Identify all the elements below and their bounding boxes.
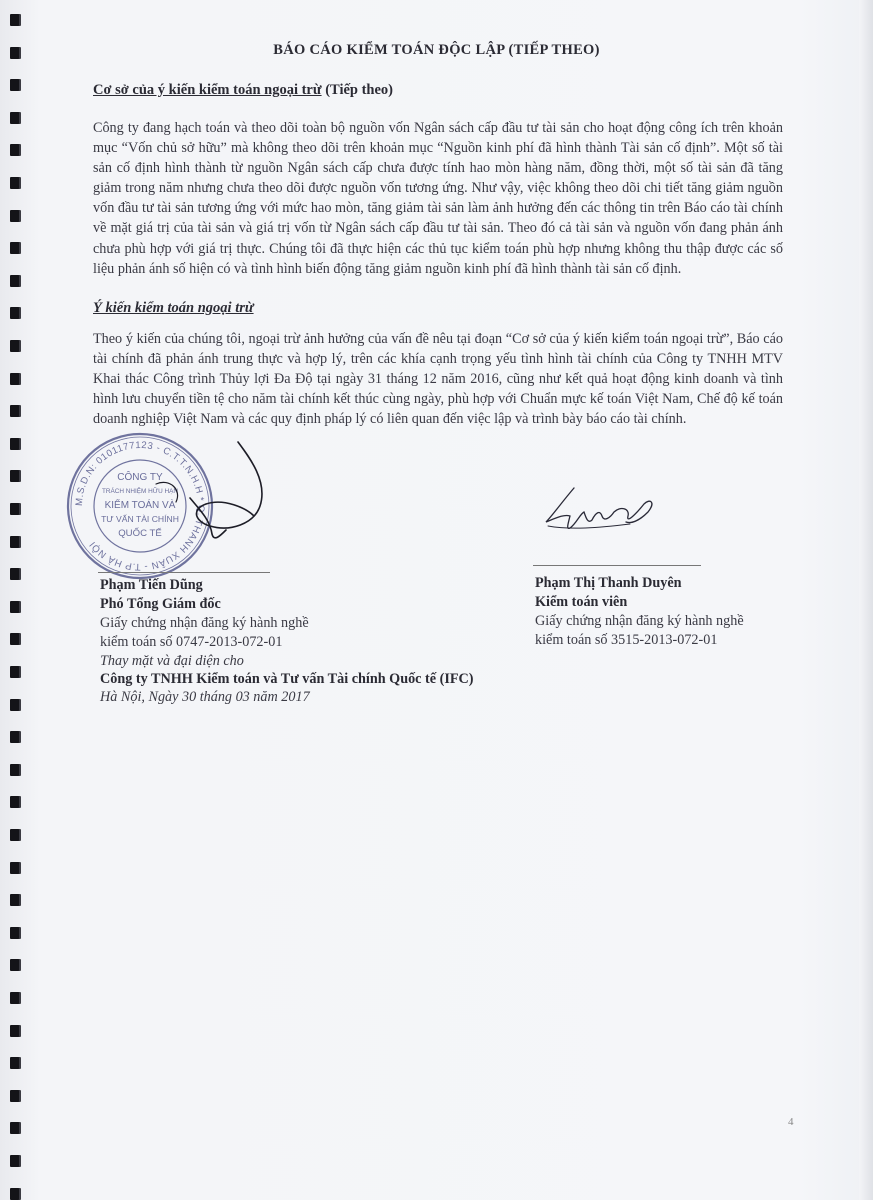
binding-hole: [10, 112, 19, 124]
section-heading-opinion: Ý kiến kiểm toán ngoại trừ: [93, 300, 254, 316]
binding-hole: [10, 340, 19, 352]
binding-hole: [10, 1122, 19, 1134]
binding-hole: [10, 144, 19, 156]
binding-hole: [10, 536, 19, 548]
binding-hole: [10, 405, 19, 417]
signer-right-cert-line2: kiểm toán số 3515-2013-072-01: [535, 632, 718, 648]
signer-left-position: Phó Tổng Giám đốc: [100, 596, 221, 612]
seal-line-5: QUỐC TẾ: [118, 528, 162, 539]
binding-hole: [10, 275, 19, 287]
document-title: BÁO CÁO KIỂM TOÁN ĐỘC LẬP (TIẾP THEO): [273, 42, 600, 58]
binding-hole: [10, 894, 19, 906]
binding-hole: [10, 992, 19, 1004]
binding-hole: [10, 1090, 19, 1102]
section-heading-basis: [93, 82, 393, 99]
spiral-binding: [0, 0, 30, 1200]
signer-right-position: Kiểm toán viên: [535, 594, 628, 610]
binding-hole: [10, 764, 19, 776]
binding-hole: [10, 927, 19, 939]
binding-hole: [10, 1188, 19, 1200]
signature-right: [540, 484, 670, 544]
section-heading-basis-suffix: (Tiếp theo): [321, 82, 394, 98]
binding-hole: [10, 829, 19, 841]
binding-hole: [10, 177, 19, 189]
binding-hole: [10, 210, 19, 222]
seal-line-2: TRÁCH NHIỆM HỮU HẠN: [101, 488, 179, 495]
binding-hole: [10, 731, 19, 743]
binding-hole: [10, 796, 19, 808]
company-name: Công ty TNHH Kiểm toán và Tư vấn Tài chính Quốc tế (IFC): [100, 671, 474, 687]
binding-hole: [10, 373, 19, 385]
binding-hole: [10, 633, 19, 645]
section-heading-basis-text: Cơ sở của ý kiến kiểm toán ngoại trừ: [93, 82, 322, 98]
binding-hole: [10, 601, 19, 613]
binding-hole: [10, 79, 19, 91]
seal-line-1: CÔNG TY: [117, 472, 163, 483]
page-edge-shadow: [859, 0, 873, 1200]
binding-hole: [10, 470, 19, 482]
binding-hole: [10, 242, 19, 254]
on-behalf-text: Thay mặt và đại diện cho: [100, 653, 244, 669]
binding-hole: [10, 862, 19, 874]
binding-hole: [10, 666, 19, 678]
page-number: 4: [788, 1116, 794, 1128]
signer-left-name: Phạm Tiến Dũng: [100, 577, 203, 593]
seal-line-4: TƯ VẤN TÀI CHÍNH: [101, 514, 179, 524]
binding-hole: [10, 568, 19, 580]
seal-ring-text: M.S.D.N: 0101177123 - C.T.T.N.H.H * Q. THANH XUÂN - T.P HÀ NỘI: [73, 439, 207, 573]
signer-left-cert-line2: kiểm toán số 0747-2013-072-01: [100, 634, 283, 650]
binding-hole: [10, 959, 19, 971]
binding-hole: [10, 1057, 19, 1069]
signature-line-left: [98, 572, 270, 573]
binding-hole: [10, 1155, 19, 1167]
signature-left: [150, 438, 290, 548]
signer-right-cert-line1: Giấy chứng nhận đăng ký hành nghề: [535, 613, 744, 629]
binding-hole: [10, 503, 19, 515]
binding-hole: [10, 14, 19, 26]
binding-hole: [10, 438, 19, 450]
opinion-paragraph: Theo ý kiến của chúng tôi, ngoại trừ ảnh hưởng của vấn đề nêu tại đoạn “Cơ sở của ý kiến kiểm toán ngoại trừ”, Báo cáo tài chính đã phản ánh trung thực và hợp lý, trên các khía cạnh trọng yếu tình hình tài chính của Công ty TNHH MTV Khai thác Công trình Thủy lợi Đa Độ tại ngày 31 tháng 12 năm 2016, cũng như kết quả hoạt động kinh doanh và tình hình lưu chuyển tiền tệ cho năm tài chính kết thúc cùng ngày, phù hợp với Chuẩn mực kế toán Việt Nam, Chế độ kế toán doanh nghiệp Việt Nam và các quy định pháp lý có liên quan đến việc lập và trình bày báo cáo tài chính.: [93, 331, 783, 428]
signature-line-right: [533, 565, 701, 566]
binding-hole: [10, 1025, 19, 1037]
seal-line-3: KIỂM TOÁN VÀ: [104, 500, 176, 511]
signer-left-cert-line1: Giấy chứng nhận đăng ký hành nghề: [100, 615, 309, 631]
binding-hole: [10, 699, 19, 711]
binding-hole: [10, 307, 19, 319]
place-date: Hà Nội, Ngày 30 tháng 03 năm 2017: [100, 689, 310, 705]
signer-right-name: Phạm Thị Thanh Duyên: [535, 575, 682, 591]
basis-paragraph: Công ty đang hạch toán và theo dõi toàn bộ nguồn vốn Ngân sách cấp đầu tư tài sản cho hoạt động công ích trên khoản mục “Vốn chủ sở hữu” mà không theo dõi trên khoản mục “Nguồn kinh phí đã hình thành Tài sản cố định”. Một số tài sản cố định hình thành từ nguồn Ngân sách cấp chưa được tính hao mòn hàng năm, đồng thời, một số tài sản đã tăng giảm trong năm nhưng chưa theo dõi được nguồn vốn tương ứng. Như vậy, việc không theo dõi chi tiết tăng giảm nguồn vốn đầu tư tài sản tương ứng với mức hao mòn, tăng giảm tài sản làm ảnh hưởng đến các thông tin trên Báo cáo tài chính về mặt giá trị của tài sản và giá trị vốn từ Ngân sách cấp đầu tư tài sản. Theo đó cả tài sản và nguồn vốn đang phản ánh chưa phù hợp với giá trị thực. Chúng tôi đã thực hiện các thủ tục kiểm toán phù hợp nhưng không thu thập được các số liệu phản ánh số hiện có và tình hình biến động tăng giảm nguồn kinh phí đã hình thành tài sản cố định.: [93, 120, 783, 277]
